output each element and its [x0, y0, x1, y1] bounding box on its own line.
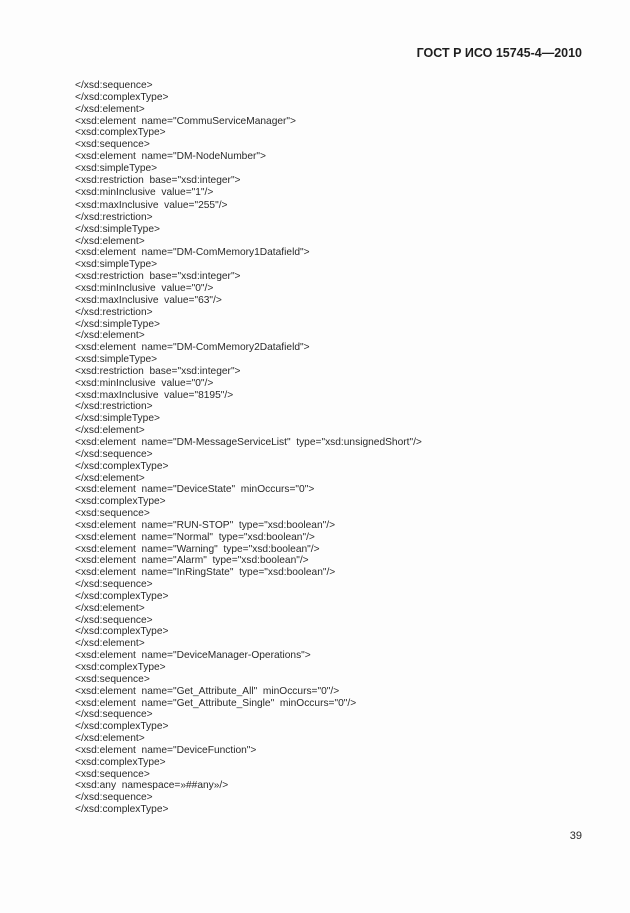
code-line: </xsd:simpleType> [75, 318, 160, 330]
code-line: </xsd:complexType> [75, 460, 169, 472]
code-line: </xsd:sequence> [75, 792, 153, 804]
code-line: <xsd:sequence> [75, 139, 150, 151]
code-line: </xsd:complexType> [75, 91, 169, 103]
code-line: <xsd:sequence> [75, 508, 150, 520]
code-line: </xsd:element> [75, 733, 145, 745]
standard-header: ГОСТ Р ИСО 15745-4—2010 [416, 46, 582, 60]
code-line: </xsd:sequence> [75, 614, 153, 626]
code-line: <xsd:restriction base="xsd:integer"> [75, 174, 241, 186]
code-line: <xsd:element name="DM-NodeNumber"> [75, 151, 266, 163]
code-line: </xsd:element> [75, 602, 145, 614]
code-line: <xsd:element name="Warning" type="xsd:boolean"/> [75, 543, 320, 555]
code-line: </xsd:element> [75, 425, 145, 437]
code-line: <xsd:minInclusive value="0"/> [75, 377, 214, 389]
code-line: <xsd:minInclusive value="1"/> [75, 186, 214, 198]
code-line: <xsd:restriction base="xsd:integer"> [75, 365, 241, 377]
code-line: <xsd:sequence> [75, 768, 150, 780]
code-line: </xsd:element> [75, 330, 145, 342]
code-line: <xsd:element name="DM-MessageServiceList" type="xsd:unsignedShort"/> [75, 436, 422, 448]
code-line: <xsd:element name="InRingState" type="xsd:boolean"/> [75, 567, 336, 579]
code-line: <xsd:complexType> [75, 127, 166, 139]
code-line: </xsd:complexType> [75, 804, 169, 816]
code-line: <xsd:element name="DeviceFunction"> [75, 744, 257, 756]
code-line: <xsd:maxInclusive value="63"/> [75, 294, 222, 306]
code-line: <xsd:complexType> [75, 496, 166, 508]
code-line: <xsd:element name="Alarm" type="xsd:boolean"/> [75, 555, 309, 567]
code-line: <xsd:element name="CommuServiceManager"> [75, 115, 296, 127]
code-line: </xsd:element> [75, 235, 145, 247]
page-number: 39 [569, 830, 582, 842]
code-line: </xsd:sequence> [75, 80, 153, 91]
code-line: <xsd:maxInclusive value="8195"/> [75, 389, 234, 401]
code-line: </xsd:complexType> [75, 721, 169, 733]
code-line: <xsd:simpleType> [75, 354, 158, 366]
code-line: <xsd:sequence> [75, 673, 150, 685]
code-line: </xsd:complexType> [75, 590, 169, 602]
code-line: <xsd:simpleType> [75, 162, 158, 174]
code-line: <xsd:element name="DeviceManager-Operations"> [75, 650, 311, 662]
code-line: <xsd:element name="Get_Attribute_Single" minOccurs="0"/> [75, 697, 357, 709]
code-line: </xsd:simpleType> [75, 223, 160, 235]
code-line: </xsd:sequence> [75, 448, 153, 460]
code-line: <xsd:element name="DeviceState" minOccurs="0"> [75, 484, 315, 496]
code-line: </xsd:restriction> [75, 306, 153, 318]
xsd-code-listing [75, 80, 422, 816]
code-line: <xsd:minInclusive value="0"/> [75, 283, 214, 294]
code-line: <xsd:element name="DM-ComMemory2Datafield"> [75, 342, 310, 354]
code-line: </xsd:element> [75, 472, 145, 484]
code-line: <xsd:simpleType> [75, 259, 158, 271]
code-line: <xsd:complexType> [75, 756, 166, 768]
code-line: </xsd:restriction> [75, 401, 153, 413]
code-line: <xsd:complexType> [75, 662, 166, 673]
code-line: <xsd:element name="DM-ComMemory1Datafield"> [75, 247, 310, 259]
code-line: <xsd:restriction base="xsd:integer"> [75, 271, 241, 283]
code-line: </xsd:element> [75, 103, 145, 115]
code-line: </xsd:sequence> [75, 709, 153, 721]
code-line: </xsd:complexType> [75, 626, 169, 638]
code-line: </xsd:sequence> [75, 579, 153, 591]
code-line: <xsd:maxInclusive value="255"/> [75, 200, 228, 212]
code-line: </xsd:element> [75, 638, 145, 650]
code-line: <xsd:element name="RUN-STOP" type="xsd:boolean"/> [75, 519, 336, 531]
code-line: </xsd:simpleType> [75, 413, 160, 425]
code-line: <xsd:element name="Normal" type="xsd:boolean"/> [75, 531, 315, 543]
code-line: </xsd:restriction> [75, 211, 153, 223]
code-line: <xsd:any namespace=»##any»/> [75, 780, 229, 792]
code-line: <xsd:element name="Get_Attribute_All" minOccurs="0"/> [75, 685, 340, 697]
